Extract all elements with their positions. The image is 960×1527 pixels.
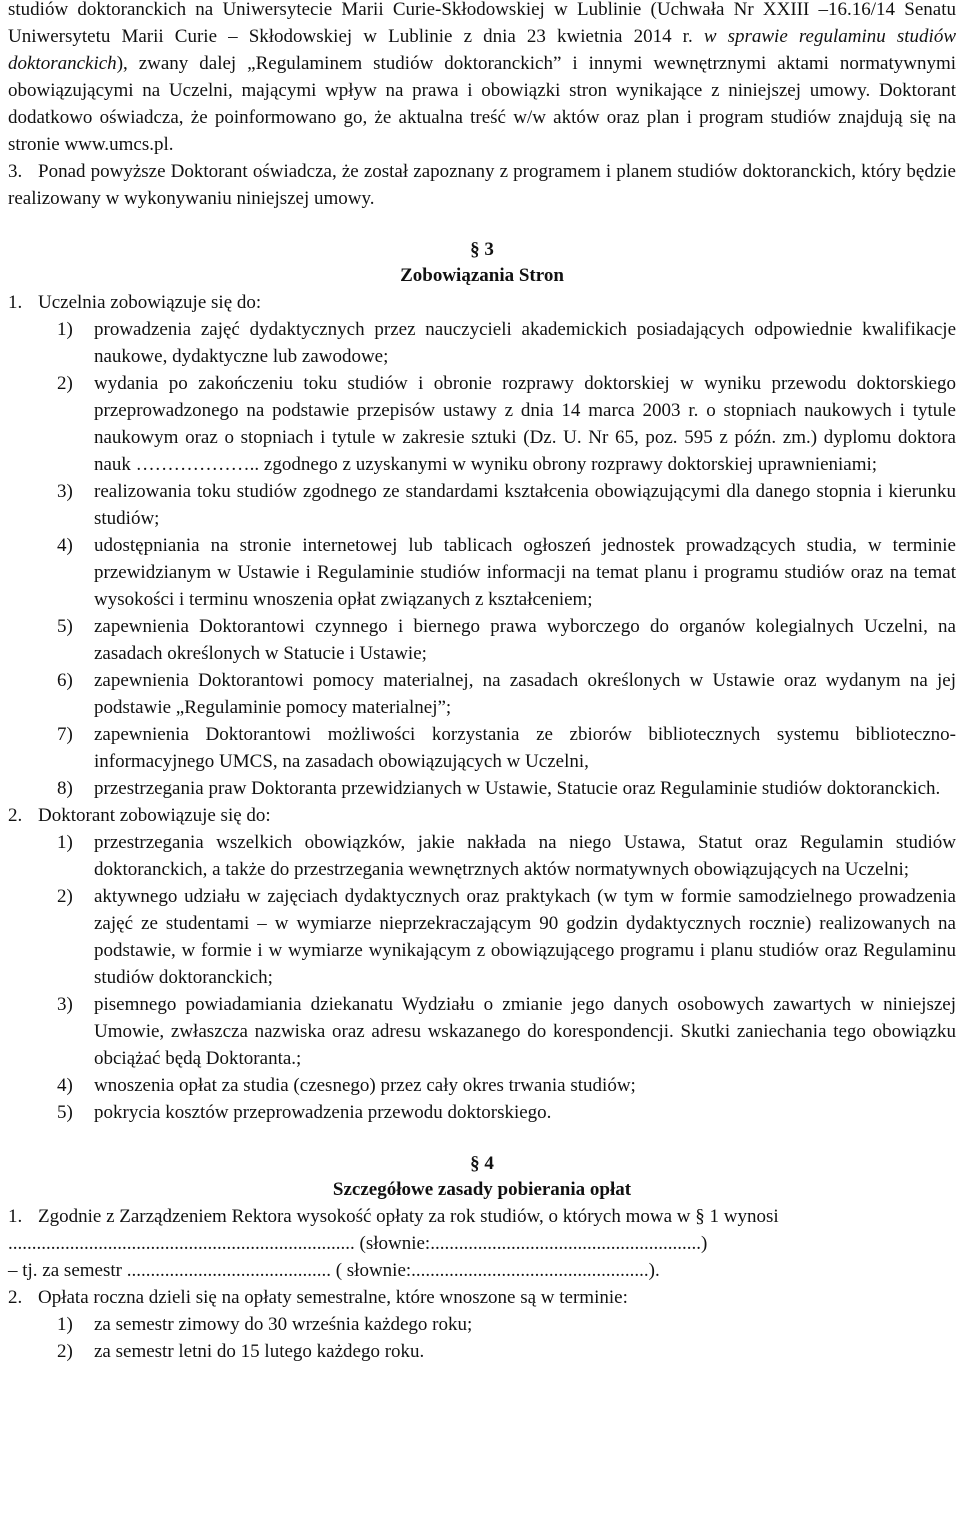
sub-text: pokrycia kosztów przeprowadzenia przewodu doktorskiego. xyxy=(94,1102,552,1123)
sub-number: 5) xyxy=(57,1102,73,1123)
item-number: 2. xyxy=(8,805,23,826)
sub-number: 3) xyxy=(57,481,73,502)
list-item xyxy=(8,532,956,613)
list-item xyxy=(8,613,956,667)
sub-number: 4) xyxy=(57,535,73,556)
list-item xyxy=(8,1338,956,1365)
sub-number: 1) xyxy=(57,1314,73,1335)
item-number: 1. xyxy=(8,292,23,313)
item-lead: Uczelnia zobowiązuje się do: xyxy=(38,292,262,313)
list-item xyxy=(8,478,956,532)
sub-text: przestrzegania praw Doktoranta przewidzianych w Ustawie, Statucie oraz Regulaminie studiów doktoranckich. xyxy=(94,778,941,799)
sub-number: 4) xyxy=(57,1075,73,1096)
intro-text-b: ), zwany dalej „Regulaminem studiów doktoranckich” i innymi wewnętrznymi aktami normatywnymi obowiązującymi na Uczelni, mającymi wpływ na prawa i obowiązki stron wynikające z niniejszej umowy. Doktorant dodatkowo oświadcza, że poinformowano go, że aktualna treść w/w aktów oraz plan i program studiów znajdują się na stronie www.umcs.pl. xyxy=(8,53,956,155)
sub-text: za semestr letni do 15 lutego każdego roku. xyxy=(94,1341,425,1362)
sub-text: aktywnego udziału w zajęciach dydaktycznych oraz praktykach (w tym w formie samodzielnego prowadzenia zajęć ze studentami – w wymiarze nieprzekraczającym 90 godzin dydaktycznych rocznie) realizowanych na podstawie, w formie i w wymiarze wynikającym z obowiązującego programu i planu studiów oraz Regulaminu studiów doktoranckich; xyxy=(94,886,956,988)
intro-text-italic: w sprawie regulaminu studiów doktoranckich xyxy=(8,26,956,74)
sub-text: udostępniania na stronie internetowej lub tablicach ogłoszeń jednostek prowadzących studia, w terminie przewidzianym w Ustawie i Regulaminie studiów informacji na temat planu i programu studiów oraz na temat wysokości i terminu wnoszenia opłat związanych z kształceniem; xyxy=(94,535,956,610)
list-item xyxy=(8,775,956,802)
sub-number: 2) xyxy=(57,1341,73,1362)
sub-number: 6) xyxy=(57,670,73,691)
sub-number: 2) xyxy=(57,886,73,907)
section-4-item-2 xyxy=(8,1284,956,1311)
sub-text: wnoszenia opłat za studia (czesnego) przez cały okres trwania studiów; xyxy=(94,1075,636,1096)
fee-line-2: ......................................................................... (słownie:.........................................................) xyxy=(8,1233,708,1254)
section-4-title: Szczegółowe zasady pobierania opłat xyxy=(332,1179,632,1200)
item-lead: Doktorant zobowiązuje się do: xyxy=(38,805,271,826)
sub-number: 1) xyxy=(57,319,73,340)
sub-text: zapewnienia Doktorantowi możliwości korzystania ze zbiorów bibliotecznych systemu biblioteczno-informacyjnego UMCS, na zasadach obowiązujących w Uczelni, xyxy=(94,724,956,772)
section-3-title: Zobowiązania Stron xyxy=(400,265,564,286)
section-3-item-2 xyxy=(8,802,956,829)
item-number: 1. xyxy=(8,1206,23,1227)
list-item xyxy=(8,829,956,883)
section-3-number: § 3 xyxy=(470,239,494,260)
sub-number: 5) xyxy=(57,616,73,637)
sub-number: 1) xyxy=(57,832,73,853)
list-item xyxy=(8,370,956,478)
sub-text: wydania po zakończeniu toku studiów i obronie rozprawy doktorskiej w wyniku przewodu doktorskiego przeprowadzonego na podstawie przepisów ustawy z dnia 14 marca 2003 r. o stopniach naukowych i tytule naukowym oraz o stopniach i tytule w zakresie sztuki (Dz. U. Nr 65, poz. 595 z późn. zm.) dyplomu doktora nauk ……………….. zgodnego z uzyskanymi w wyniku obrony rozprawy doktorskiej uprawnieniami; xyxy=(94,373,956,475)
sub-text: zapewnienia Doktorantowi pomocy materialnej, na zasadach określonych w Ustawie oraz wydanym na jej podstawie „Regulaminie pomocy materialnej”; xyxy=(94,670,956,718)
intro-text-a: studiów doktoranckich na Uniwersytecie Marii Curie-Skłodowskiej w Lublinie (Uchwała Nr XXIII –16.16/14 Senatu Uniwersytetu Marii Curie – Skłodowskiej w Lublinie z dnia 23 kwietnia 2014 r. xyxy=(8,0,956,47)
sub-text: zapewnienia Doktorantowi czynnego i biernego prawa wyborczego do organów kolegialnych Uczelni, na zasadach określonych w Statucie i Ustawie; xyxy=(94,616,956,664)
sub-number: 8) xyxy=(57,778,73,799)
sub-number: 2) xyxy=(57,373,73,394)
list-item xyxy=(8,1072,956,1099)
intro-paragraph-3 xyxy=(8,158,956,212)
sub-number: 3) xyxy=(57,994,73,1015)
list-item xyxy=(8,883,956,991)
sub-text: pisemnego powiadamiania dziekanatu Wydziału o zmianie jego danych osobowych zawartych w niniejszej Umowie, zwłaszcza nazwiska oraz adresu wskazanego do korespondencji. Skutki zaniechania tego obowiązku obciążać będą Doktoranta.; xyxy=(94,994,956,1069)
intro-paragraph-2 xyxy=(8,0,956,158)
list-item xyxy=(8,316,956,370)
list-item xyxy=(8,1099,956,1126)
sub-text: prowadzenia zajęć dydaktycznych przez nauczycieli akademickich posiadających odpowiednie kwalifikacje naukowe, dydaktyczne lub zawodowe; xyxy=(94,319,956,367)
list-item xyxy=(8,1311,956,1338)
list-item xyxy=(8,991,956,1072)
paragraph-text: Ponad powyższe Doktorant oświadcza, że został zapoznany z programem i planem studiów doktoranckich, który będzie realizowany w wykonywaniu niniejszej umowy. xyxy=(8,161,956,209)
list-item xyxy=(8,721,956,775)
sub-text: za semestr zimowy do 30 września każdego roku; xyxy=(94,1314,473,1335)
item-lead: Opłata roczna dzieli się na opłaty semestralne, które wnoszone są w terminie: xyxy=(38,1287,628,1308)
list-item xyxy=(8,667,956,721)
intro-block xyxy=(8,0,956,212)
section-4-number: § 4 xyxy=(470,1153,494,1174)
section-3-item-1 xyxy=(8,289,956,316)
fee-line-3: – tj. za semestr ........................................... ( słownie:..................................................). xyxy=(8,1260,660,1281)
item-number: 2. xyxy=(8,1287,23,1308)
paragraph-number: 3. xyxy=(8,161,23,182)
fee-line-1: Zgodnie z Zarządzeniem Rektora wysokość opłaty za rok studiów, o których mowa w § 1 wynosi xyxy=(38,1206,779,1227)
sub-text: realizowania toku studiów zgodnego ze standardami kształcenia obowiązującymi dla danego stopnia i kierunku studiów; xyxy=(94,481,956,529)
sub-text: przestrzegania wszelkich obowiązków, jakie nakłada na niego Ustawa, Statut oraz Regulamin studiów doktoranckich, a także do przestrzegania wewnętrznych aktów normatywnych obowiązujących na Uczelni; xyxy=(94,832,956,880)
sub-number: 7) xyxy=(57,724,73,745)
section-4-item-1 xyxy=(8,1203,956,1230)
